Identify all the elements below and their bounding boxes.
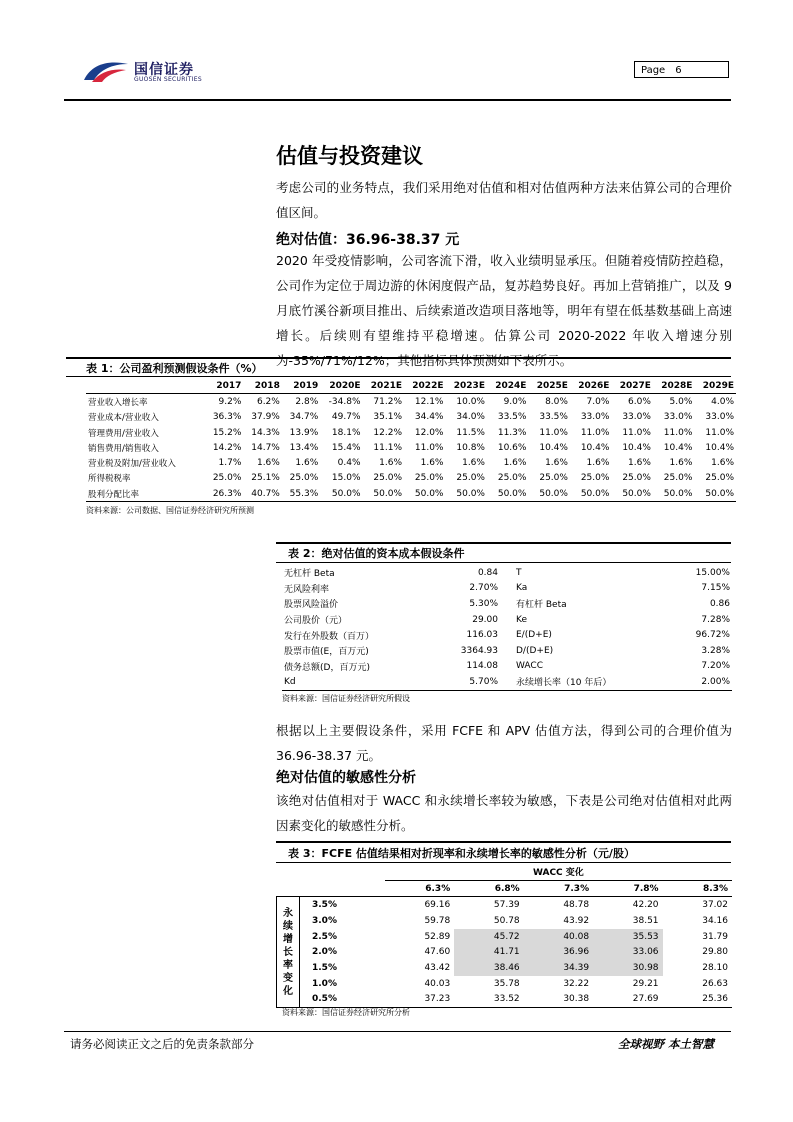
table3-cell: 40.08 (524, 929, 593, 945)
table1-cell: 55.3% (282, 486, 320, 502)
table1-cell: 25.0% (212, 473, 242, 484)
table1-row (86, 440, 736, 455)
table1-cell: 0.4% (337, 458, 361, 469)
table2-row (282, 643, 732, 659)
table3-growth-rate: 2.0% (312, 947, 337, 958)
table1-cell: 1.6% (256, 458, 280, 469)
table1-cell: 4.0% (711, 396, 734, 407)
absolute-valuation-paragraph: 2020 年受疫情影响，公司客流下滑，收入业绩明显承压。但随着疫情防控趋稳，公司作为定位于周边游的休闲度假产品，复苏趋势良好。再加上营销推广，以及 9 月底竹溪谷新项目推出、后续索道改造项目落地等，明年有望在低基数基础上高速增长。后续则有望维持平稳增速。估算公司 2020-2022 年收入增速分别为-35%/71%/12%；其他指标具体预测如下表所示。 (276, 253, 732, 368)
table1-cell: 25.0% (289, 473, 319, 484)
table3-blank (300, 864, 385, 880)
table2-param-name: 无风险利率 (284, 584, 330, 595)
table1-cell: 1.6% (295, 458, 319, 469)
table2-row (282, 627, 732, 643)
table1-cell: 14.7% (251, 442, 280, 453)
table3-cell: 41.71 (454, 944, 523, 960)
table3-cell: 50.78 (493, 915, 520, 926)
table1-cell: 10.4% (539, 442, 568, 453)
table1-title: 表 1：公司盈利预测假设条件（%） (66, 357, 731, 377)
table1-cell: 13.4% (289, 442, 319, 453)
table3-blank (300, 880, 385, 897)
table3-cell: 30.98 (593, 960, 662, 976)
table2-row (282, 596, 732, 612)
guosen-logo-icon (82, 58, 130, 84)
table1-cell: 12.2% (373, 427, 402, 438)
table3-cell: 29.80 (702, 947, 728, 958)
table3-cell: 48.78 (563, 900, 590, 911)
table3-growth-rate: 3.5% (312, 900, 337, 911)
table2-param-name: 债务总额(D，百万元) (284, 662, 370, 673)
table1-cell: 10.4% (705, 442, 734, 453)
table1-year: 2019 (282, 378, 320, 394)
table2-row (282, 581, 732, 597)
table1-cell: 10.4% (622, 442, 651, 453)
table2-param-value: 3364.93 (460, 645, 498, 656)
table1-row-label: 管理费用/营业收入 (88, 428, 159, 439)
table1-cell: 1.6% (711, 458, 734, 469)
table1-cell: 25.0% (580, 473, 610, 484)
table1-cell: 25.0% (497, 473, 527, 484)
table1-cell: 25.0% (705, 473, 734, 484)
table3-cell: 47.60 (424, 947, 451, 958)
page-number-box (634, 61, 729, 78)
table1-cell: 34.7% (289, 412, 319, 423)
table1-cell: 11.0% (414, 442, 444, 453)
table1-cell: 50.0% (487, 486, 528, 502)
table3-growth-rate: 1.5% (312, 962, 337, 973)
table2-param-value: 7.28% (701, 614, 730, 625)
table1-cell: 25.0% (622, 473, 651, 484)
table3-cell: 34.39 (524, 960, 593, 976)
table3-cell: 45.72 (454, 929, 523, 945)
table3-row (277, 913, 733, 929)
table2-param-name: 有杠杆 Beta (516, 600, 567, 611)
table1-cell: 36.3% (212, 412, 242, 423)
table1-year: 2026E (570, 378, 611, 394)
table3-wacc-col: 6.3% (385, 880, 454, 897)
table1-row (86, 425, 736, 440)
table2-param-value: 5.30% (469, 598, 498, 609)
table1-row (86, 394, 736, 410)
table2-param-name: Ka (516, 583, 528, 594)
table3-title: 表 3：FCFE 估值结果相对折现率和永续增长率的敏感性分析（元/股） (276, 841, 731, 863)
logo-english-name: GUOSEN SECURITIES (134, 76, 203, 83)
table1-year: 2018 (243, 378, 281, 394)
table1-cell: 12.0% (414, 427, 444, 438)
capital-cost-table (282, 565, 732, 691)
table1-year: 2017 (205, 378, 243, 394)
table1-year: 2020E (320, 378, 362, 394)
table3-row (277, 929, 733, 945)
sensitivity-heading: 绝对估值的敏感性分析 (276, 770, 416, 786)
table1-cell: 15.2% (212, 427, 242, 438)
table3-blank (277, 880, 300, 897)
table1-cell: 50.0% (653, 486, 694, 502)
table1-row (86, 471, 736, 486)
table3-cell: 30.38 (524, 992, 593, 1008)
table1-cell: 8.0% (545, 396, 568, 407)
table1-header-row (86, 378, 736, 394)
table2-param-value: 7.20% (701, 661, 730, 672)
table3-cell: 31.79 (702, 931, 728, 942)
page-label: Page (641, 65, 666, 76)
table1-cell: 11.5% (456, 427, 485, 438)
table1-cell: 11.1% (373, 442, 402, 453)
table1-cell: -34.8% (328, 396, 361, 407)
table1-cell: 11.0% (663, 427, 693, 438)
table1-cell: 10.8% (456, 442, 485, 453)
table1-cell: 14.2% (212, 442, 242, 453)
table2-title: 表 2：绝对估值的资本成本假设条件 (276, 542, 731, 563)
table1-cell: 25.0% (373, 473, 402, 484)
table1-cell: 10.4% (580, 442, 610, 453)
table3-row (277, 976, 733, 992)
table1-year: 2027E (611, 378, 652, 394)
table2-param-name: T (516, 567, 522, 578)
table2-param-name: 股票市值(E，百万元) (284, 647, 369, 658)
table3-row (277, 960, 733, 976)
table3-cell: 25.36 (663, 992, 732, 1008)
table1-cell: 34.4% (414, 412, 444, 423)
table2-param-name: 无杠杆 Beta (284, 569, 335, 580)
header-divider (64, 99, 731, 101)
table1-cell: 1.6% (462, 458, 485, 469)
table2-param-value: 15.00% (695, 567, 730, 578)
table1-cell: 1.6% (586, 458, 610, 469)
sensitivity-paragraph: 该绝对估值相对于 WACC 和永续增长率较为敏感，下表是公司绝对估值相对此两因素变化的敏感性分析。 (276, 793, 732, 833)
table1-year: 2029E (694, 378, 736, 394)
table1-row-label: 股利分配比率 (86, 486, 205, 502)
table1-cell: 25.0% (414, 473, 444, 484)
table1-year: 2022E (404, 378, 445, 394)
table1-cell: 25.0% (663, 473, 693, 484)
table1-cell: 50.0% (363, 486, 404, 502)
table3-cell: 33.52 (454, 992, 523, 1008)
wacc-change-label: WACC 变化 (385, 864, 732, 880)
table1-cell: 12.1% (414, 396, 444, 407)
table3-blank (277, 864, 300, 880)
table3-cell: 35.78 (493, 978, 520, 989)
table1-cell: 1.7% (218, 458, 242, 469)
table3-growth-rate: 2.5% (312, 931, 337, 942)
table1-cell: 11.0% (705, 427, 734, 438)
table1-cell: 26.3% (205, 486, 243, 502)
table1-cell: 25.0% (456, 473, 485, 484)
table2-row (282, 565, 732, 581)
table2-param-value: 0.84 (477, 567, 498, 578)
footer-divider (64, 1031, 731, 1032)
table2-source: 资料来源：国信证券经济研究所假设 (282, 694, 410, 703)
table3-wacc-col: 6.8% (454, 880, 523, 897)
table2-param-name: Kd (282, 674, 426, 690)
table1-cell: 1.6% (503, 458, 527, 469)
table1-cell: 18.1% (331, 427, 361, 438)
table3-cell: 37.23 (385, 992, 454, 1008)
table3-cell: 35.53 (593, 929, 662, 945)
table3-cell: 29.21 (632, 978, 659, 989)
table1-cell: 6.0% (628, 396, 651, 407)
table1-cell: 14.3% (251, 427, 280, 438)
table1-cell: 50.0% (404, 486, 445, 502)
table2-param-value: 2.70% (469, 583, 498, 594)
table3-cell: 43.92 (563, 915, 590, 926)
table1-cell: 9.0% (503, 396, 527, 407)
table1-year: 2028E (653, 378, 694, 394)
table1-cell: 1.6% (420, 458, 444, 469)
table3-wacc-col: 7.8% (593, 880, 662, 897)
table1-cell: 33.0% (705, 412, 734, 423)
table1-row (86, 455, 736, 470)
table1-source: 资料来源：公司数据、国信证券经济研究所预测 (86, 506, 254, 515)
table1-cell: 50.0% (528, 486, 569, 502)
disclaimer-notice: 请务必阅读正文之后的免责条款部分 (70, 1037, 254, 1051)
logo-chinese-name: 国信证券 (134, 62, 194, 78)
table3-wacc-col: 7.3% (524, 880, 593, 897)
table2-row (282, 674, 732, 690)
table3-wacc-col: 8.3% (663, 880, 732, 897)
table1-cell: 10.6% (497, 442, 527, 453)
table1-cell: 33.0% (663, 412, 693, 423)
table1-cell: 15.4% (331, 442, 361, 453)
table3-cell: 59.78 (424, 915, 451, 926)
table1-cell: 71.2% (373, 396, 402, 407)
table3-row (277, 944, 733, 960)
table3-growth-rate: 3.0% (312, 915, 337, 926)
table3-cell: 26.63 (702, 978, 728, 989)
table1-cell: 1.6% (379, 458, 402, 469)
growth-rate-change-label: 永 续 增 长 率 变 化 (277, 897, 300, 1008)
table1-cell: 37.9% (251, 412, 280, 423)
table1-cell: 33.5% (539, 412, 568, 423)
footer-slogan: 全球视野 本土智慧 (618, 1037, 715, 1051)
table3-cell: 34.16 (702, 915, 728, 926)
table1-year: 2025E (528, 378, 569, 394)
table2-param-name: E/(D+E) (516, 630, 552, 641)
table2-param-name: 发行在外股数（百万） (284, 631, 375, 642)
table2-param-value: 0.86 (709, 598, 730, 609)
table2-param-value: 96.72% (695, 630, 730, 641)
table1-cell: 1.6% (669, 458, 693, 469)
table2-param-value: 7.15% (701, 583, 730, 594)
table1-cell: 35.1% (373, 412, 402, 423)
table1-cell: 33.5% (497, 412, 527, 423)
table3-cell: 43.42 (424, 962, 451, 973)
table3-growth-rate: 0.5% (300, 992, 385, 1008)
table3-cell: 40.03 (424, 978, 451, 989)
table1-cell: 40.7% (243, 486, 281, 502)
table1-cell: 25.1% (251, 473, 280, 484)
table3-source: 资料来源：国信证券经济研究所分析 (282, 1008, 410, 1017)
table1-cell: 1.6% (545, 458, 568, 469)
table1-cell: 1.6% (628, 458, 651, 469)
table1-cell: 34.0% (456, 412, 485, 423)
table3-cell: 32.22 (563, 978, 590, 989)
profit-forecast-table (86, 378, 736, 502)
table3-cell: 38.46 (454, 960, 523, 976)
table1-cell: 25.0% (539, 473, 568, 484)
table1-cell: 50.0% (694, 486, 736, 502)
section-title: 估值与投资建议 (276, 144, 423, 168)
page-number: 6 (675, 65, 682, 76)
table1-row-label: 所得税税率 (88, 474, 131, 485)
table3-wacc-header-row (277, 864, 733, 880)
sensitivity-table (276, 864, 732, 1008)
table2-param-value: 114.08 (466, 661, 498, 672)
table1-cell: 49.7% (331, 412, 361, 423)
table1-cell: 11.0% (580, 427, 610, 438)
table1-cell: 33.0% (622, 412, 651, 423)
table1-cell: 50.0% (445, 486, 486, 502)
table1-corner (86, 378, 205, 394)
table2-row (282, 612, 732, 628)
table1-cell: 11.0% (622, 427, 651, 438)
table1-cell: 15.0% (331, 473, 361, 484)
table3-growth-rate: 1.0% (312, 978, 337, 989)
table3-column-header-row (277, 880, 733, 897)
table1-cell: 11.3% (497, 427, 527, 438)
intro-paragraph: 考虑公司的业务特点，我们采用绝对估值和相对估值两种方法来估算公司的合理价值区间。 (276, 180, 732, 220)
table3-cell: 36.96 (524, 944, 593, 960)
table1-cell: 10.0% (456, 396, 485, 407)
table2-param-value: 3.28% (701, 645, 730, 656)
table1-year: 2021E (363, 378, 404, 394)
table1-cell: 33.0% (580, 412, 610, 423)
valuation-result-paragraph: 根据以上主要假设条件，采用 FCFE 和 APV 估值方法，得到公司的合理价值为 36.96-38.37 元。 (276, 723, 732, 763)
table1-row (86, 410, 736, 425)
table2-param-value: 5.70% (426, 674, 500, 690)
table2-row (282, 659, 732, 675)
table2-param-name: D/(D+E) (516, 645, 554, 656)
table2-param-name: 公司股价（元） (284, 616, 348, 627)
table2-param-name: 股票风险溢价 (284, 600, 339, 611)
table3-cell: 69.16 (424, 900, 451, 911)
table1-cell: 11.0% (539, 427, 568, 438)
table1-cell: 7.0% (586, 396, 610, 407)
table1-cell: 13.9% (289, 427, 319, 438)
table2-param-name: Ke (516, 614, 527, 625)
table3-cell: 57.39 (493, 900, 520, 911)
table1-row (86, 486, 736, 502)
table1-row-label: 销售费用/销售收入 (88, 443, 159, 454)
table1-cell: 2.8% (295, 396, 319, 407)
table3-cell: 37.02 (702, 900, 728, 911)
table3-cell: 33.06 (593, 944, 662, 960)
table2-param-value: 2.00% (673, 674, 732, 690)
table1-row-label: 营业税及附加/营业收入 (88, 459, 176, 470)
table1-cell: 50.0% (611, 486, 652, 502)
table3-cell: 42.20 (632, 900, 659, 911)
table1-row-label: 营业成本/营业收入 (88, 413, 159, 424)
table2-param-name: 永续增长率（10 年后） (500, 674, 673, 690)
table1-cell: 50.0% (320, 486, 362, 502)
table2-param-value: 29.00 (472, 614, 498, 625)
table3-cell: 28.10 (702, 962, 728, 973)
table1-year: 2024E (487, 378, 528, 394)
table1-cell: 10.4% (663, 442, 693, 453)
table3-row (277, 897, 733, 913)
table3-cell: 27.69 (593, 992, 662, 1008)
table1-cell: 5.0% (669, 396, 693, 407)
table2-param-name: WACC (516, 661, 543, 672)
table1-cell: 9.2% (218, 396, 242, 407)
table3-row (277, 992, 733, 1008)
table1-cell: 6.2% (256, 396, 280, 407)
table3-cell: 38.51 (632, 915, 659, 926)
table1-cell: 50.0% (570, 486, 611, 502)
absolute-valuation-heading: 绝对估值：36.96-38.37 元 (276, 232, 460, 248)
table3-cell: 52.89 (424, 931, 451, 942)
table2-param-value: 116.03 (466, 630, 498, 641)
table1-year: 2023E (445, 378, 486, 394)
table1-row-label: 营业收入增长率 (88, 397, 148, 408)
